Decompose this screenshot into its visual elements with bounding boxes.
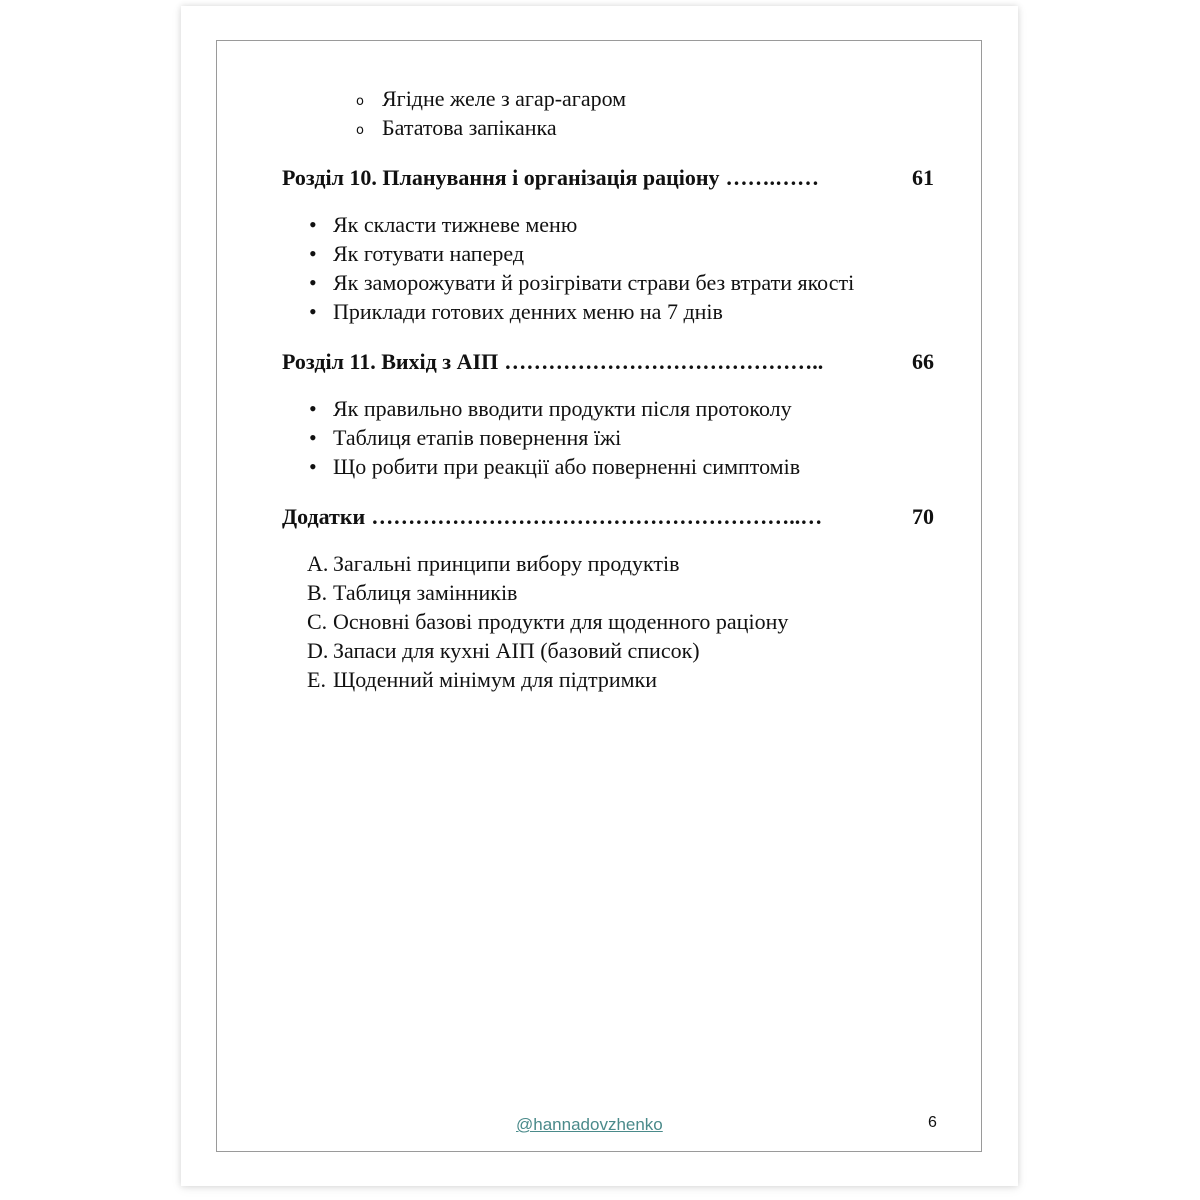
list-item: [282, 113, 942, 142]
list-item: [282, 210, 942, 239]
list-item: [282, 297, 942, 326]
toc-page-number: 70: [912, 504, 934, 529]
bullet-icon: •: [309, 454, 317, 479]
bullet-icon: •: [309, 299, 317, 324]
toc-heading-title: Розділ 10. Планування і організація раціону: [282, 165, 720, 190]
list-item-text: Ягідне желе з агар-агаром: [382, 86, 627, 111]
list-item: [282, 84, 942, 113]
list-item-text: Що робити при реакції або поверненні симптомів: [333, 454, 801, 479]
toc-heading-title: Додатки: [282, 504, 366, 529]
bullet-icon: •: [309, 396, 317, 421]
list-letter: C.: [307, 609, 328, 634]
list-letter: B.: [307, 580, 328, 605]
list-letter: D.: [307, 638, 329, 663]
toc-page-number: 61: [912, 165, 934, 190]
toc-heading-section-11: [282, 347, 934, 376]
list-item: [282, 394, 942, 423]
circle-bullet-icon: o: [356, 94, 364, 109]
list-item-text: Запаси для кухні АІП (базовий список): [333, 638, 700, 663]
list-item: [282, 607, 942, 636]
list-item-text: Щоденний мінімум для підтримки: [333, 667, 657, 692]
list-item: [282, 423, 942, 452]
list-item-text: Загальні принципи вибору продуктів: [333, 551, 680, 576]
list-item-text: Приклади готових денних меню на 7 днів: [333, 299, 723, 324]
section-11-items: [282, 394, 942, 481]
list-letter: A.: [307, 551, 329, 576]
list-item-text: Основні базові продукти для щоденного раціону: [333, 609, 789, 634]
toc-heading-appendix: [282, 502, 934, 531]
list-item-text: Як заморожувати й розігрівати страви без втрати якості: [333, 270, 855, 295]
list-item-text: Таблиця етапів повернення їжі: [333, 425, 622, 450]
toc-page-number: 66: [912, 349, 934, 374]
list-item-text: Як правильно вводити продукти після протоколу: [333, 396, 792, 421]
list-item-text: Бататова запіканка: [382, 115, 557, 140]
section-10-items: [282, 210, 942, 326]
list-item: [282, 549, 942, 578]
list-item: [282, 578, 942, 607]
bullet-icon: •: [309, 212, 317, 237]
list-item-text: Таблиця замінників: [333, 580, 518, 605]
continued-sublist: [282, 84, 942, 142]
list-item: [282, 665, 942, 694]
list-item: [282, 452, 942, 481]
list-item-text: Як скласти тижневе меню: [333, 212, 578, 237]
bullet-icon: •: [309, 241, 317, 266]
bullet-icon: •: [309, 270, 317, 295]
list-item-text: Як готувати наперед: [333, 241, 525, 266]
toc-dot-leader: …………………………………………………..…: [371, 504, 823, 529]
toc-dot-leader: …….……: [725, 165, 820, 190]
toc-dot-leader: ……………………………………..: [504, 349, 824, 374]
circle-bullet-icon: o: [356, 123, 364, 138]
list-letter: E.: [307, 667, 326, 692]
list-item: [282, 268, 942, 297]
list-item: [282, 636, 942, 665]
list-item: [282, 239, 942, 268]
table-of-contents: [282, 84, 942, 694]
author-handle-link[interactable]: @hannadovzhenko: [516, 1115, 663, 1134]
bullet-icon: •: [309, 425, 317, 450]
toc-heading-title: Розділ 11. Вихід з АІП: [282, 349, 499, 374]
appendix-items: [282, 549, 942, 694]
toc-heading-section-10: [282, 163, 934, 192]
page-number: 6: [928, 1114, 937, 1131]
